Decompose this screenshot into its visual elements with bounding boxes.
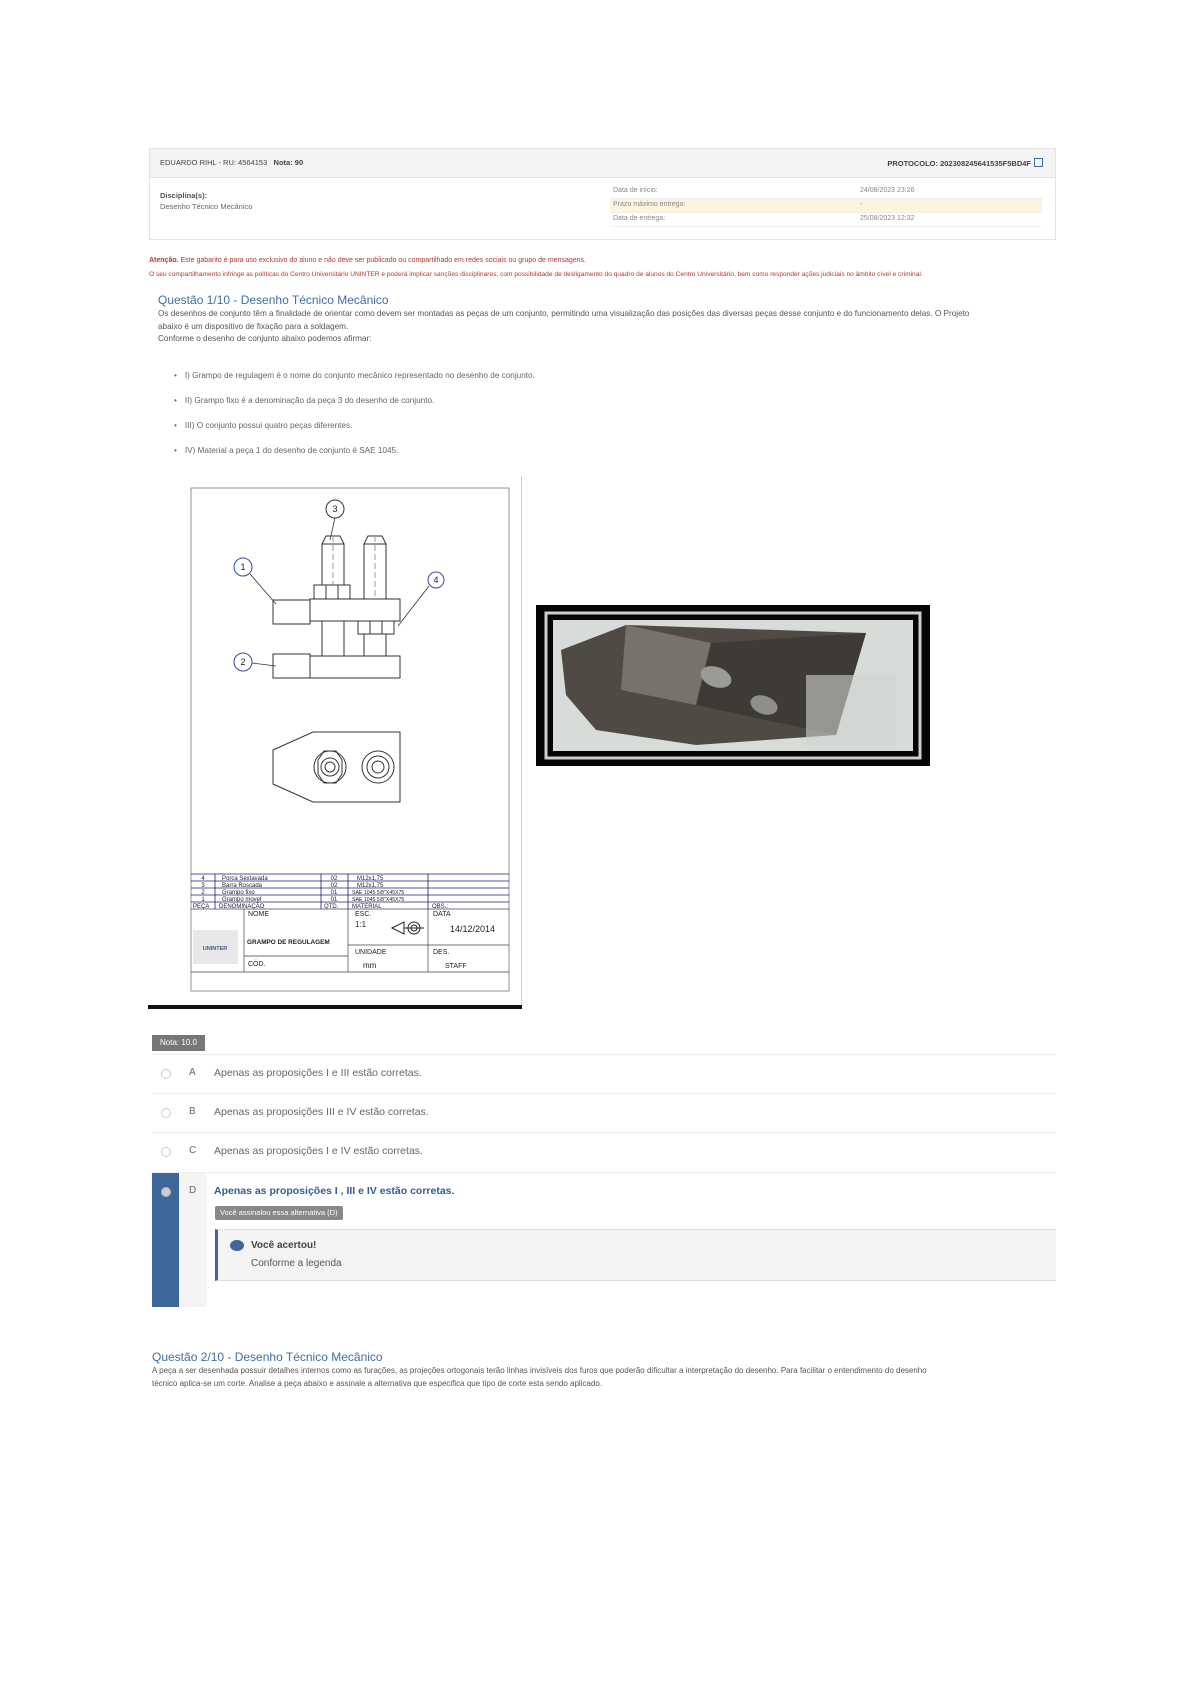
disciplina-label: Disciplina(s): [160, 191, 208, 200]
option-d-text: Apenas as proposições I , III e IV estão corretas. [214, 1185, 455, 1197]
feedback-text: Conforme a legenda [251, 1258, 342, 1269]
option-b[interactable]: B Apenas as proposições III e IV estão corretas. [152, 1093, 1056, 1132]
feedback-title: Você acertou! [251, 1240, 317, 1251]
option-c-text: Apenas as proposições I e IV estão corretas. [214, 1145, 423, 1157]
svg-text:M12x1,75: M12x1,75 [357, 883, 384, 889]
question-2-title: Questão 2/10 - Desenho Técnico Mecânico [152, 1350, 383, 1364]
disciplina-value: Desenho Técnico Mecânico [160, 202, 253, 211]
svg-text:Porca Sextavada: Porca Sextavada [222, 876, 268, 882]
warning-line-2: O seu compartilhamento infringe as políticas do Centro Universitário UNINTER e poderá implicar sanções disciplinares, com possibilidade de desligamento do quadro de alunos do Centro Universitário, bem como responder ações judiciais no âmbito cível e criminal. [149, 271, 923, 278]
option-a[interactable]: A Apenas as proposições I e III estão corretas. [152, 1054, 1056, 1093]
option-a-text: Apenas as proposições I e III estão corretas. [214, 1067, 422, 1079]
copy-icon[interactable] [1034, 158, 1043, 167]
warning-line-1: Atenção. Este gabarito é para uso exclusivo do aluno e não deve ser publicado ou compartilhado em redes sociais ou grupo de mensagens. [149, 257, 586, 264]
svg-text:01: 01 [330, 890, 338, 896]
svg-text:QTD.: QTD. [324, 904, 339, 910]
svg-text:02: 02 [330, 883, 338, 889]
comment-icon [230, 1240, 244, 1251]
balloon-4: 4 [433, 575, 439, 585]
drawing-bottom-border [148, 1005, 522, 1009]
option-c-radio[interactable] [161, 1147, 171, 1157]
svg-text:OBS.:: OBS.: [432, 904, 449, 910]
option-d[interactable]: D Apenas as proposições I , III e IV estão corretas. [152, 1172, 1056, 1308]
svg-text:01: 01 [330, 897, 338, 903]
question-1-title: Questão 1/10 - Desenho Técnico Mecânico [158, 293, 389, 307]
svg-text:M12x1,75: M12x1,75 [357, 876, 384, 882]
svg-text:STAFF: STAFF [445, 963, 467, 970]
chosen-alternative-badge: Você assinalou essa alternativa (D) [215, 1206, 343, 1220]
svg-text:1:1: 1:1 [355, 920, 367, 929]
svg-text:3: 3 [201, 883, 205, 889]
svg-text:ESC.: ESC. [355, 911, 372, 918]
assembly-drawing [149, 476, 523, 1010]
date-row-start: Data de início: 24/08/2023 23:26 [610, 185, 1042, 199]
part-photo [536, 605, 930, 766]
protocol: PROTOCOLO: 202308245641535F5BD4F [887, 158, 1043, 168]
balloon-2: 2 [240, 657, 246, 667]
svg-text:1: 1 [201, 897, 205, 903]
svg-text:PEÇA: PEÇA [193, 904, 210, 910]
proposition-1: • I) Grampo de regulagem é o nome do conjunto mecânico representado no desenho de conjunto. [174, 371, 535, 380]
proposition-2: • II) Grampo fixo é a denominação da peça 3 do desenho de conjunto. [174, 396, 434, 405]
svg-text:UNINTER: UNINTER [202, 946, 228, 952]
svg-text:UNIDADE: UNIDADE [355, 949, 387, 956]
option-a-radio[interactable] [161, 1069, 171, 1079]
svg-text:Barra Roscada: Barra Roscada [222, 883, 263, 889]
option-b-text: Apenas as proposições III e IV estão corretas. [214, 1106, 429, 1118]
option-d-radio[interactable] [161, 1187, 171, 1197]
svg-text:DENOMINAÇÃO: DENOMINAÇÃO [219, 904, 265, 910]
svg-text:Grampo fixo: Grampo fixo [222, 890, 255, 896]
svg-text:Grampo movel: Grampo movel [222, 897, 262, 903]
svg-text:DATA: DATA [433, 911, 451, 918]
balloon-1: 1 [240, 562, 246, 572]
svg-text:2: 2 [201, 890, 205, 896]
option-c[interactable]: C Apenas as proposições I e IV estão corretas. [152, 1132, 1056, 1172]
svg-text:NOME: NOME [248, 911, 269, 918]
submission-header [149, 148, 1056, 240]
date-row-deadline: Prazo máximo entrega: - [610, 199, 1042, 213]
balloon-3: 3 [332, 504, 338, 514]
question-1-statement: Os desenhos de conjunto têm a finalidade de orientar como devem ser montadas as peças de um conjunto, permitindo uma visualização das posições das diversas peças desse conjunto e do funcionamento delas. O Projeto abaixo é um dispositivo de fixação para a soldagem. Conforme o desenho de conjunto abaixo podemos afirmar: [158, 309, 970, 343]
proposition-3: • III) O conjunto possui quatro peças diferentes. [174, 421, 352, 430]
svg-text:MATERIAL: MATERIAL [352, 904, 382, 910]
svg-text:CÓD.: CÓD. [248, 961, 266, 968]
student-info: EDUARDO RIHL - RU: 4564153 Nota: 90 [160, 158, 304, 167]
question-score-badge: Nota: 10.0 [152, 1035, 205, 1051]
feedback-box [215, 1229, 1056, 1281]
proposition-4: • IV) Material a peça 1 do desenho de conjunto é SAE 1045. [174, 446, 398, 455]
svg-text:mm: mm [363, 961, 377, 970]
svg-text:SAE 1045 5/8"X45X75: SAE 1045 5/8"X45X75 [352, 897, 405, 903]
svg-text:02: 02 [330, 876, 338, 882]
svg-text:DES.: DES. [433, 949, 450, 956]
date-row-delivery: Data de entrega: 25/08/2023 12:32 [610, 213, 1042, 227]
header-top-bar [150, 149, 1055, 178]
option-b-radio[interactable] [161, 1108, 171, 1118]
svg-text:GRAMPO DE REGULAGEM: GRAMPO DE REGULAGEM [247, 939, 330, 946]
svg-text:SAE 1045 5/8"X45X75: SAE 1045 5/8"X45X75 [352, 890, 405, 896]
question-2-statement: A peça a ser desenhada possuir detalhes internos como as furações, as projeções ortogonais terão linhas invisíveis dos furos que poderão dificultar a interpretação do desenho. Para facilitar o entendimento do desenho técnico aplica-se um corte. Analise a peça abaixo e assinale a alternativa que especifica que tipo de corte esta sendo aplicado. [152, 1366, 927, 1388]
svg-text:4: 4 [201, 876, 205, 882]
svg-text:14/12/2014: 14/12/2014 [450, 924, 496, 934]
